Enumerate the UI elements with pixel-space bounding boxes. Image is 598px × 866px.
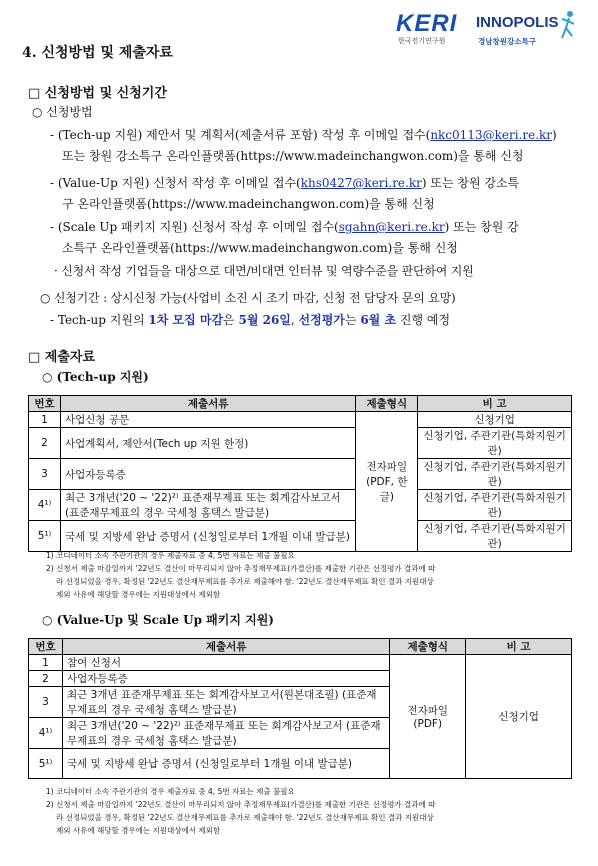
table-row-note: 신청기업, 주관기관(특화지원기관) bbox=[418, 459, 572, 490]
schedule-line: - Tech-up 지원의 1차 모집 마감은 5월 26일, 선정평가는 6월 초 진행 예정 bbox=[50, 313, 451, 327]
table-row-no: 5¹⁾ bbox=[29, 749, 63, 779]
page-title: 4. 신청방법 및 제출자료 bbox=[22, 45, 173, 61]
tech-up-label: ○ (Tech-up 지원) bbox=[42, 370, 149, 384]
table-row-doc: 참여 신청서 bbox=[62, 655, 389, 671]
table-row-doc: 최근 3개년('20 ~ '22)²⁾ 표준재무제표 또는 회계감사보고서 (표준재무제표의 경우 국세청 홈택스 발급분) bbox=[62, 718, 389, 749]
scale-up-method-cont: 소특구 온라인플랫폼(https://www.madeinchangwon.com)을 통해 신청 bbox=[62, 241, 458, 255]
col-no: 번호 bbox=[29, 639, 63, 655]
footnotes-2: 1) 코디네이터 소속 주관기관의 경우 제출자료 중 4, 5번 자료는 제출 불필요 2) 신청서 제출 마감일까지 '22년도 결산이 마무리되지 않아 추정재무제표(가결산)를 제출한 기관은 선정평가 결과에 따 라 선정되었을 경우, 확정된 '22년도 결산재무제표를 추가로 제출해야 함. '22년도 결산재무제표 확인 결과 지원대상 제외 사유에 해당할 경우에는 지원대상에서 제외함 bbox=[46, 787, 436, 835]
col-doc: 제출서류 bbox=[60, 396, 355, 412]
table-row-doc: 최근 3개년 표준재무제표 또는 회계감사보고서(원본대조필) (표준재무제표의 경우 국세청 홈택스 발급분) bbox=[62, 687, 389, 718]
table-row-note: 신청기업, 주관기관(특화지원기관) bbox=[418, 490, 572, 521]
table-row-doc: 사업자등록증 bbox=[60, 459, 355, 490]
table-row-no: 5¹⁾ bbox=[29, 521, 61, 552]
table-row-no: 1 bbox=[29, 655, 63, 671]
table-row-no: 3 bbox=[29, 459, 61, 490]
table-row-doc: 국세 및 지방세 완납 증명서 (신청일로부터 1개월 이내 발급분) bbox=[60, 521, 355, 552]
innopolis-logo: INNOPOLIS bbox=[476, 14, 559, 31]
col-format: 제출형식 bbox=[390, 639, 466, 655]
value-up-table bbox=[28, 638, 572, 779]
col-note: 비 고 bbox=[418, 396, 572, 412]
keri-logo: KERI bbox=[396, 10, 458, 37]
runner-figure-icon bbox=[560, 10, 576, 42]
footnotes-1: 1) 코디네이터 소속 주관기관의 경우 제출자료 중 4, 5번 자료는 제출 불필요 2) 신청서 제출 마감일까지 '22년도 결산이 마무리되지 않아 추정재무제표(가결산)를 제출한 기관은 선정평가 결과에 따 라 선정되었을 경우, 확정된 '22년도 결산재무제표를 추가로 제출해야 함. '22년도 결산재무제표 확인 결과 지원대상 제외 사유에 해당할 경우에는 지원대상에서 제외함 bbox=[46, 551, 436, 599]
table-row-note: 신청기업, 주관기관(특화지원기관) bbox=[418, 521, 572, 552]
scale-up-method: - (Scale Up 패키지 지원) 신청서 작성 후 이메일 접수(sgahn@keri.re.kr) 또는 창원 강 bbox=[50, 220, 519, 234]
table-row-no: 4¹⁾ bbox=[29, 718, 63, 749]
tech-up-method: - (Tech-up 지원) 제안서 및 계획서(제출서류 포함) 작성 후 이메일 접수(nkc0113@keri.re.kr) bbox=[50, 128, 557, 142]
value-note: 신청기업 bbox=[466, 655, 572, 779]
application-period: ○ 신청기간 : 상시신청 가능(사업비 소진 시 조기 마감, 신청 전 담당자 문의 요망) bbox=[40, 291, 456, 305]
table-row-doc: 국세 및 지방세 완납 증명서 (신청일로부터 1개월 이내 발급분) bbox=[62, 749, 389, 779]
innopolis-subtitle: 경남창원강소특구 bbox=[478, 37, 536, 46]
table-row-doc: 사업계획서, 제안서(Tech up 지원 한정) bbox=[60, 428, 355, 459]
value-up-label: ○ (Value-Up 및 Scale Up 패키지 지원) bbox=[42, 613, 274, 627]
tech-format: 전자파일 (PDF, 한글) bbox=[356, 412, 418, 552]
tech-up-table bbox=[28, 395, 572, 552]
keri-subtitle: 한국전기연구원 bbox=[398, 37, 446, 45]
col-doc: 제출서류 bbox=[62, 639, 389, 655]
table-row-no: 1 bbox=[29, 412, 61, 428]
scale-email-link[interactable]: sgahn@keri.re.kr bbox=[338, 220, 445, 234]
table-row-note: 신청기업, 주관기관(특화지원기관) bbox=[418, 428, 572, 459]
value-format: 전자파일 (PDF) bbox=[390, 655, 466, 779]
logo bbox=[396, 10, 576, 46]
col-format: 제출형식 bbox=[356, 396, 418, 412]
section-heading-method: □ 신청방법 및 신청기간 bbox=[28, 86, 167, 101]
tech-email-link[interactable]: nkc0113@keri.re.kr bbox=[430, 128, 553, 142]
value-up-method: - (Value-Up 지원) 신청서 작성 후 이메일 접수(khs0427@keri.re.kr) 또는 창원 강소특 bbox=[50, 176, 520, 190]
tech-up-method-cont: 또는 창원 강소특구 온라인플랫폼(https://www.madeinchangwon.com)을 통해 신청 bbox=[62, 149, 524, 163]
table-row-doc: 최근 3개년('20 ~ '22)²⁾ 표준재무제표 또는 회계감사보고서 (표준재무제표의 경우 국세청 홈택스 발급분) bbox=[60, 490, 355, 521]
table-row-no: 4¹⁾ bbox=[29, 490, 61, 521]
interview-note: · 신청서 작성 기업들을 대상으로 대면/비대면 인터뷰 및 역량수준을 판단하여 지원 bbox=[54, 264, 474, 278]
table-row-note: 신청기업 bbox=[418, 412, 572, 428]
method-label: ○ 신청방법 bbox=[32, 105, 93, 119]
table-row-no: 3 bbox=[29, 687, 63, 718]
col-no: 번호 bbox=[29, 396, 61, 412]
section-heading-docs: □ 제출자료 bbox=[28, 350, 96, 365]
value-up-method-cont: 구 온라인플랫폼(https://www.madeinchangwon.com)을 통해 신청 bbox=[62, 197, 435, 211]
table-row-doc: 사업자등록증 bbox=[62, 671, 389, 687]
table-row-doc: 사업신청 공문 bbox=[60, 412, 355, 428]
col-note: 비 고 bbox=[466, 639, 572, 655]
table-row-no: 2 bbox=[29, 671, 63, 687]
value-email-link[interactable]: khs0427@keri.re.kr bbox=[300, 176, 422, 190]
table-row-no: 2 bbox=[29, 428, 61, 459]
